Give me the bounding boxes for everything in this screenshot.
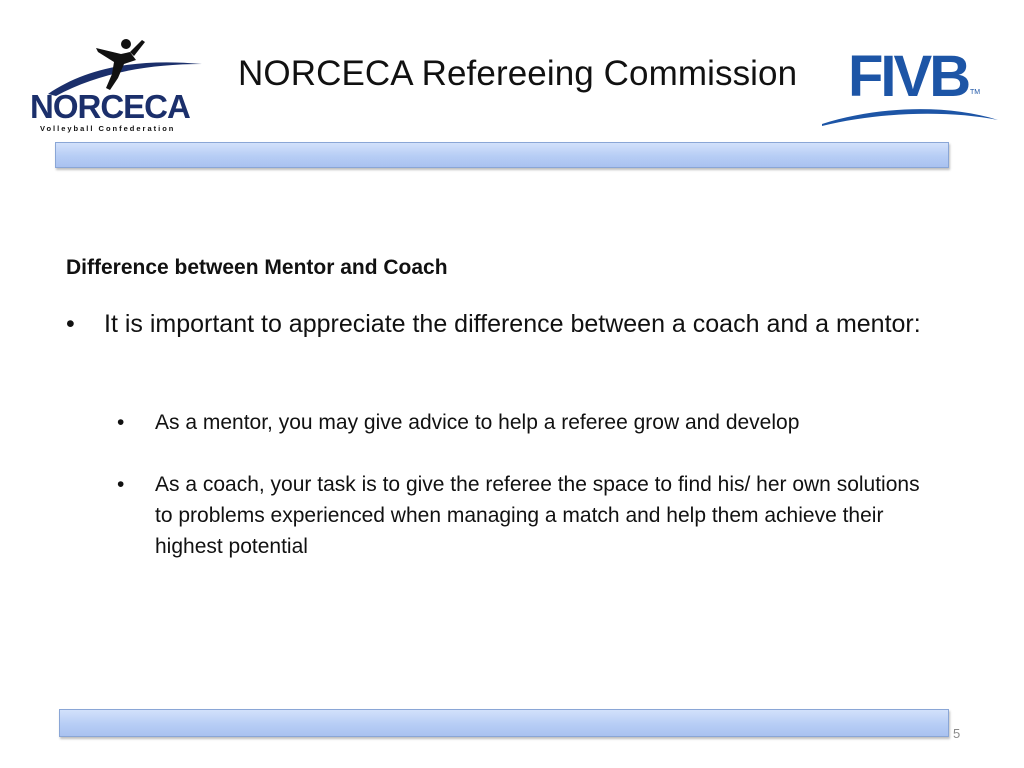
sub-bullet-text: As a mentor, you may give advice to help a referee grow and develop (155, 411, 800, 434)
bullet-marker: • (117, 473, 125, 496)
bullet-marker: • (66, 310, 75, 338)
fivb-swoosh (822, 109, 998, 126)
svg-text:TM: TM (970, 89, 981, 96)
header-divider-bar (55, 142, 949, 168)
slide-title: NORCECA Refereeing Commission (238, 54, 798, 93)
fivb-logo (818, 40, 1002, 130)
svg-text:NORCECA: NORCECA (30, 88, 190, 125)
svg-text:FIVB: FIVB (848, 44, 969, 109)
page-number: 5 (953, 726, 961, 741)
section-heading: Difference between Mentor and Coach (66, 256, 448, 279)
norceca-logo (26, 34, 208, 134)
bullet-marker: • (117, 411, 125, 434)
main-bullet-text: It is important to appreciate the difference between a coach and a mentor: (104, 310, 921, 338)
main-bullet (66, 307, 926, 341)
footer-divider-bar (59, 709, 949, 737)
sub-bullet-text: As a coach, your task is to give the referee the space to find his/ her own solutions to problems experienced when managing a match and help them achieve their highest potential (155, 473, 920, 558)
sub-bullet (117, 469, 937, 562)
sub-bullet (117, 407, 937, 438)
svg-text:Volleyball Confederation: Volleyball Confederation (40, 124, 176, 133)
